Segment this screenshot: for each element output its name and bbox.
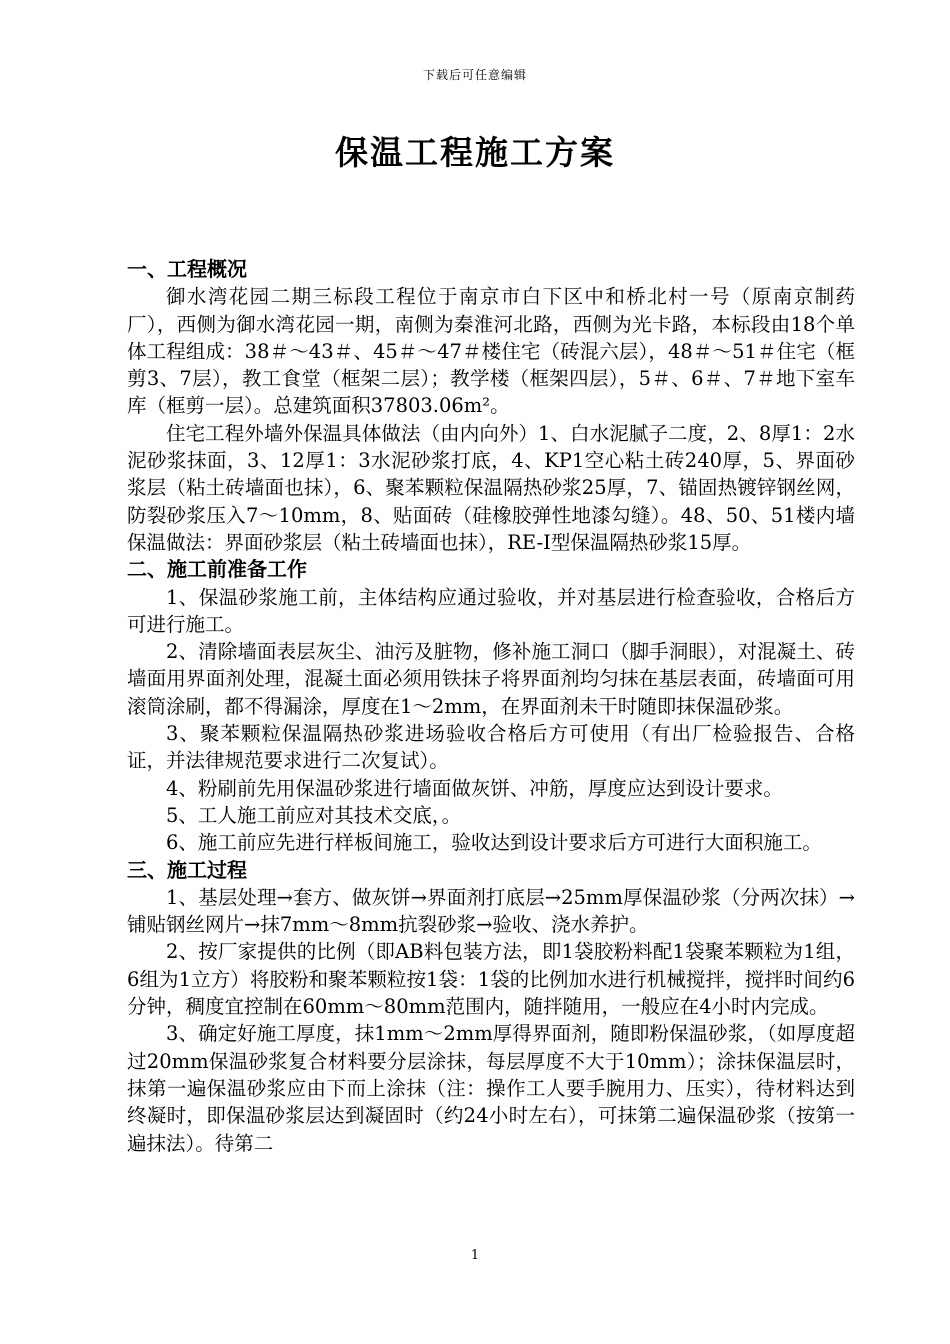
section-heading-overview: 一、工程概况 xyxy=(127,257,247,281)
paragraph: 6、施工前应先进行样板间施工，验收达到设计要求后方可进行大面积施工。 xyxy=(166,831,822,855)
paragraph: 2、清除墙面表层灰尘、油污及脏物，修补施工洞口（脚手洞眼），对混凝土、砖墙面用界面剂处理，混凝土面必须用铁抹子将界面剂均匀抹在基层表面，砖墙面可用滚筒涂刷，都不得漏涂，厚度在1～2mm，在界面剂未干时随即抹保温砂浆。 xyxy=(127,640,855,718)
paragraph: 5、工人施工前应对其技术交底，。 xyxy=(166,803,462,827)
header-note: 下载后可任意编辑 xyxy=(422,68,527,82)
section-heading-process: 三、施工过程 xyxy=(127,857,247,882)
page-number: 1 xyxy=(470,1248,480,1263)
paragraph: 3、聚苯颗粒保温隔热砂浆进场验收合格后方可使用（有出厂检验报告、合格证，并法律规范要求进行二次复试）。 xyxy=(127,722,855,773)
document-title: 保温工程施工方案 xyxy=(335,133,615,172)
document-body xyxy=(127,256,855,1157)
paragraph: 1、基层处理→套方、做灰饼→界面剂打底层→25mm厚保温砂浆（分两次抹）→铺贴钢丝网片→抹7mm～8mm抗裂砂浆→验收、浇水养护。 xyxy=(127,885,855,937)
paragraph: 4、粉刷前先用保温砂浆进行墙面做灰饼、冲筋，厚度应达到设计要求。 xyxy=(166,776,783,800)
paragraph: 3、确定好施工厚度，抹1mm～2mm厚得界面剂，随即粉保温砂浆，（如厚度超过20mm保温砂浆复合材料要分层涂抹，每层厚度不大于10mm）；涂抹保温层时，抹第一遍保温砂浆应由下而上涂抹（注：操作工人要手腕用力、压实），待材料达到终凝时，即保温砂浆层达到凝固时（约24小时左右），可抹第二遍保温砂浆（按第一遍抹法）。待第二 xyxy=(127,1022,855,1155)
paragraph: 御水湾花园二期三标段工程位于南京市白下区中和桥北村一号（原南京制药厂），西侧为御水湾花园一期，南侧为秦淮河北路，西侧为光卡路，本标段由18个单体工程组成：38＃～43＃、45＃～47＃楼住宅（砖混六层），48＃～51＃住宅（框剪3、7层），教工食堂（框架二层）；教学楼（框架四层），5＃、6＃、7＃地下室车库（框剪一层）。总建筑面积37803.06m²。 xyxy=(127,285,855,418)
section-heading-preparation: 二、施工前准备工作 xyxy=(127,557,307,582)
paragraph: 1、保温砂浆施工前，主体结构应通过验收，并对基层进行检查验收，合格后方可进行施工。 xyxy=(127,585,855,636)
paragraph: 住宅工程外墙外保温具体做法（由内向外）1、白水泥腻子二度，2、8厚1：2水泥砂浆抹面，3、12厚1：3水泥砂浆打底，4、KP1空心粘土砖240厚，5、界面砂浆层（粘土砖墙面也抹），6、聚苯颗粒保温隔热砂浆25厚，7、锚固热镀锌钢丝网，防裂砂浆压入7～10mm，8、贴面砖（硅橡胶弹性地漆勾缝）。48、50、51楼内墙保温做法：界面砂浆层（粘土砖墙面也抹），RE-Ⅰ型保温隔热砂浆15厚。 xyxy=(127,421,855,554)
paragraph: 2、按厂家提供的比例（即AB料包装方法，即1袋胶粉料配1袋聚苯颗粒为1组，6组为1立方）将胶粉和聚苯颗粒按1袋：1袋的比例加水进行机械搅拌，搅拌时间约6分钟，稠度宜控制在60mm～80mm范围内，随拌随用，一般应在4小时内完成。 xyxy=(127,940,855,1019)
